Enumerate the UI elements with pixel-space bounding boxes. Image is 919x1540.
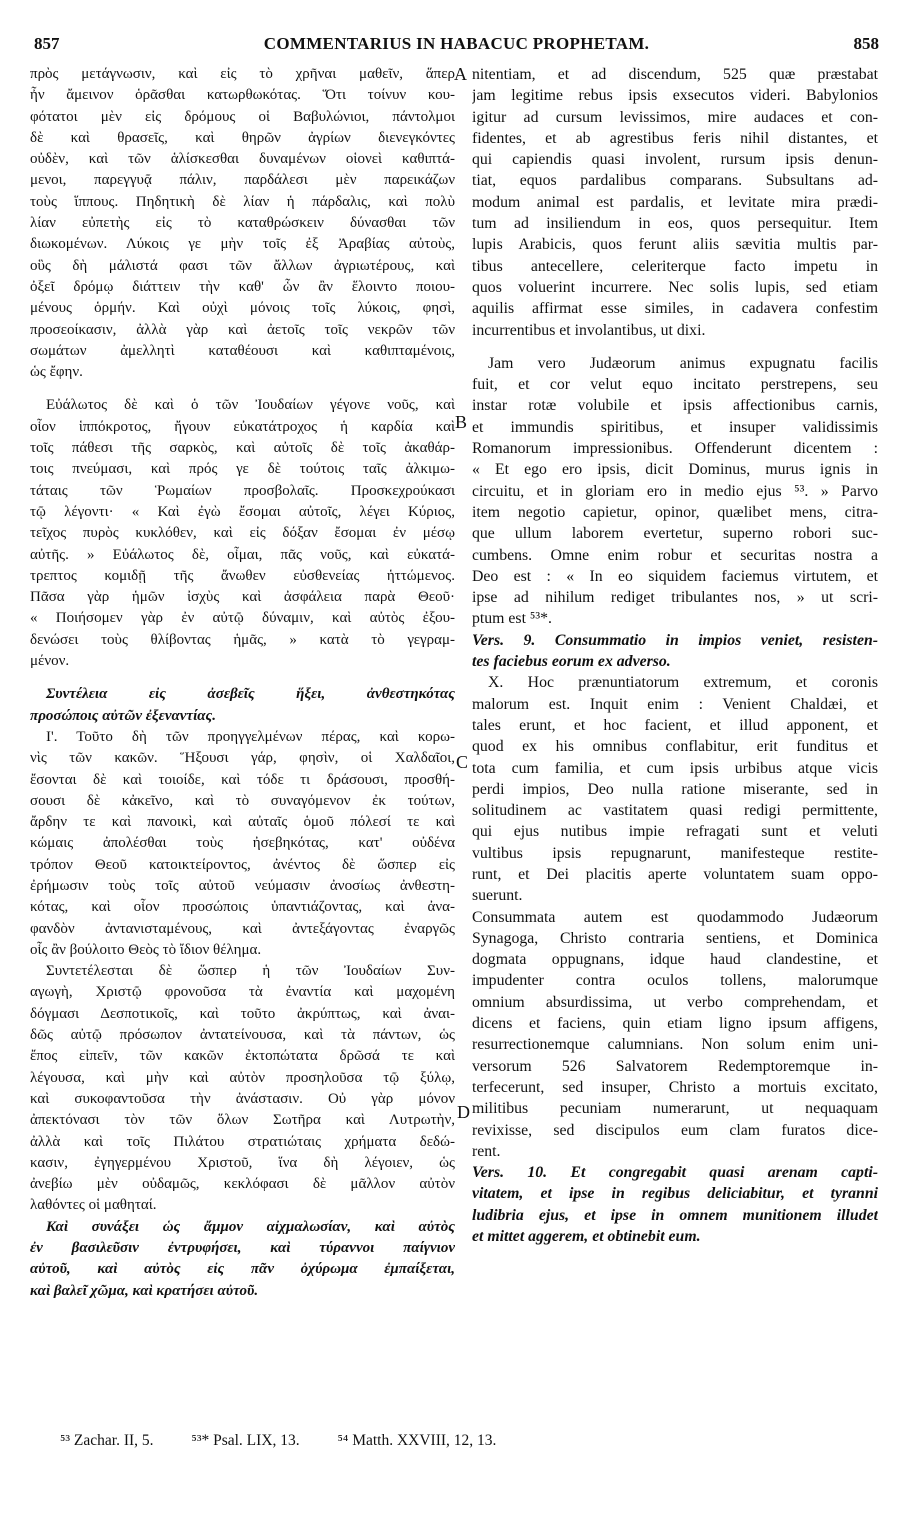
page-number-left: 857	[34, 34, 60, 53]
greek-paragraph-line: ὡς ἔφην.	[30, 364, 83, 381]
greek-paragraph-line: ἐρήμωσιν τοὺς τοῖς αὐτοῦ νεύμασιν ἀνοσίως ἀνθεστη-	[30, 877, 455, 894]
latin-paragraph-line: cumbens. Omne enim robur et securitas nostra a	[472, 546, 878, 564]
latin-paragraph-line: jam legitime rebus ipsis exsecutos videri. Babylonios	[472, 87, 878, 105]
latin-paragraph-line: malorum est. Inquit enim : Venient Chaldæi, et	[472, 695, 878, 713]
latin-lemma-line: Vers. 9. Consummatio in impios veniet, resisten-	[472, 631, 878, 649]
greek-paragraph-line: τρεπτος κομιδῇ τῆς ἄνωθεν εὐσθενείας ἡττώμενος.	[30, 567, 455, 584]
margin-letter-c: C	[456, 752, 469, 772]
latin-paragraph-line: aquilis affirmat esse similes, in cadavera confestim	[472, 300, 878, 318]
greek-paragraph-line: λέγουσα, καὶ μὴν καὶ αὐτὸν προσηλοῦσα τῷ ξύλῳ,	[30, 1069, 455, 1086]
latin-paragraph-line: nitentiam, et ad discendum, 525 quæ præstabat	[472, 66, 878, 83]
latin-paragraph-line: instar rotæ volubile et ipsis affectionibus carnis,	[472, 397, 878, 415]
greek-paragraph-line: ἀνεβίω μὲν οὐδαμῶς, κεκλόφασι δὲ μᾶλλον αὐτὸν	[30, 1176, 455, 1193]
latin-paragraph-line: runt, et Dei placitis aperte voluntatem suam oppo-	[472, 865, 878, 883]
latin-paragraph-line: Jam vero Judæorum animus expugnatu facilis	[488, 354, 878, 372]
latin-paragraph-line: tota cum familia, et cum ipsis urbibus atque vicis	[472, 759, 878, 777]
latin-paragraph-line: tibus antecellere, celeriterque facto impetu in	[472, 257, 878, 275]
latin-paragraph-line: quod ex his omnibus conflabitur, erit funditus et	[472, 738, 878, 756]
latin-paragraph-line: Synagoga, Christo contraria sentiens, et Dominica	[472, 929, 878, 947]
greek-paragraph-line: τοὺς ἵππους. Πηδητικὴ δὲ λίαν ἡ πάρδαλις, καὶ πολὺ	[30, 193, 455, 210]
greek-paragraph-line: τρόπον Θεοῦ κατοικτείροντος, ἀνέντος δὲ ὥσπερ εἰς	[30, 856, 455, 873]
paragraph-gap	[30, 383, 455, 395]
greek-paragraph-line: αγωγὴ, Χριστῷ φρονοῦσα τὰ ἐναντία καὶ μαχομένη	[30, 984, 455, 1001]
latin-paragraph-line: tales erunt, et hoc facient, et illud apponent, et	[472, 716, 878, 734]
greek-paragraph-line: οὐδὲν, καὶ τῶν ἁλίσκεσθαι δυναμένων οἱονεὶ καθιπτά-	[30, 151, 455, 168]
latin-paragraph-line: qui ejus nutibus impie refragati sunt et veluti	[472, 823, 878, 841]
greek-paragraph-line: νὶς τῶν κακῶν. Ἥξουσι γάρ, φησὶν, οἱ Χαλδαῖοι,	[30, 750, 455, 767]
greek-paragraph-line: ἔσονται δὲ καὶ τοιοίδε, καὶ τόδε τι δράσουσι, προσθή-	[30, 771, 455, 788]
latin-paragraph-line: Romanorum impressionibus. Offenderunt dicentem :	[472, 440, 878, 458]
greek-paragraph-line: οὓς δὴ μάλιστά φασι τῶν ἄλλων ἀγριωτέρους, καὶ	[30, 257, 455, 274]
greek-paragraph-line: ἀπεκτόνασι τὸν τῶν ὅλων Σωτῆρα καὶ Λυτρωτὴν,	[30, 1112, 455, 1129]
latin-paragraph-line: rent.	[472, 1142, 501, 1160]
latin-paragraph-line: terfecerunt, sed insuper, Christo a mortuis excitato,	[472, 1078, 878, 1096]
running-header	[34, 30, 879, 60]
greek-paragraph-line: καὶ συκοφαντοῦσα τὴν ἀνάστασιν. Οὐ γὰρ μόνον	[30, 1090, 455, 1107]
latin-paragraph-line: ptum est ⁵³*.	[472, 610, 553, 628]
latin-paragraph-line: vultibus ipsis repugnarunt, manifesteque restite-	[472, 844, 878, 862]
latin-paragraph-line: versorum 526 Salvatorem Redemptoremque in-	[472, 1057, 878, 1075]
latin-paragraph-line: impudenter contra oculos tollens, malorumque	[472, 972, 878, 990]
greek-paragraph-line: ὀξεῖ δρόμῳ διάττειν τὴν καθ' ὧν ἂν ἕλοιντο ποιου-	[30, 278, 455, 295]
greek-paragraph-line: οἷς ἂν βούλοιτο Θεὸς τὸ ἴδιον θέλημα.	[30, 941, 262, 958]
latin-paragraph-line: solitudinem ac vastitatem quasi redigi permittente,	[472, 802, 878, 820]
paragraph-gap	[472, 341, 878, 353]
latin-paragraph-line: fidentes, et ab agrestibus feris nihil distantes, et	[472, 129, 878, 147]
latin-paragraph-line: modum animal est pardalis, et levitate mira prædi-	[472, 193, 878, 211]
greek-paragraph-line: ἀλλὰ καὶ τοῖς Πιλάτου στρατιώταις χρήματα δεδώ-	[30, 1133, 455, 1150]
greek-lemma-line: Συντέλεια εἰς ἀσεβεῖς ἥξει, ἀνθεστηκότας	[46, 686, 455, 703]
latin-paragraph-line: Consummata autem est quodammodo Judæorum	[472, 908, 878, 926]
latin-paragraph-line: Deo est : « In eo siquidem faciemus virtutem, et	[472, 567, 878, 585]
greek-paragraph-line: ἦν ἄμεινον ὁρᾶσθαι κατωρθωκότας. Ὅτι τοίνυν κου-	[30, 87, 455, 104]
latin-paragraph-line: militibus pecuniam numerarunt, ut nequaquam	[472, 1100, 878, 1118]
latin-paragraph-line: incurrentibus et involantibus, ut dixi.	[472, 321, 706, 339]
greek-paragraph-line: κότας, καὶ οἷον προσώποις ὑπαντιάζοντας, καὶ ἀνα-	[30, 899, 455, 916]
greek-paragraph-line: τοῖς πάθεσι τῆς σαρκὸς, καὶ αὐτοῖς δὲ τοῖς ἀκαθάρ-	[30, 440, 455, 457]
greek-paragraph-line: σουσι δὲ κἀκεῖνο, καὶ τὸ συναγόμενον ἐκ τούτων,	[30, 792, 455, 809]
latin-paragraph-line: dicens et faciens, quin etiam ligno ipsum affigens,	[472, 1015, 878, 1033]
latin-lemma-line: vitatem, et ipse in regibus deliciabitur, et tyranni	[472, 1185, 878, 1203]
latin-paragraph-line: tiat, equos pardalibus comparans. Subsultans ad-	[472, 172, 878, 190]
footnote: ⁵⁴ Matth. XXVIII, 12, 13.	[337, 1432, 497, 1449]
latin-paragraph-line: igitur ad cursum levissimos, mire audaces et con-	[472, 108, 878, 126]
greek-paragraph-line: τεῖχος πυρὸς κυκλόθεν, καὶ εἰς δόξαν ἔσομαι ἐν μέσῳ	[30, 525, 455, 542]
latin-lemma-line: ludibria ejus, et ipse in omnem munitionem illudet	[472, 1206, 878, 1224]
greek-paragraph-line: δῶς αὐτῷ πρόσωπον ἀντατείνουσα, καὶ τὰ πάντων, ὡς	[30, 1027, 455, 1044]
greek-paragraph-line: τάταις τῶν Ῥωμαίων προσβολαῖς. Προσκεχρούκασι	[30, 482, 455, 499]
greek-paragraph-line: προσεοίκασιν, ἀλλὰ γὰρ καὶ ἀετοῖς τοῖς νεκρῶν τῶν	[30, 321, 455, 338]
latin-paragraph-line: resurrectionemque calumnians. Non solum enim uni-	[472, 1036, 878, 1054]
greek-lemma-line: προσώποις αὐτῶν ἐξεναντίας.	[30, 707, 216, 724]
greek-paragraph-line: ἔπος εἰπεῖν, τῶν κακῶν ἐκτοπώτατα δρῶσά τε καὶ	[30, 1048, 455, 1065]
greek-paragraph-line: δενώσει τοὺς θλίβοντας ἡμᾶς, » κατὰ τὸ γεγραμ-	[30, 631, 455, 648]
margin-letter-b: B	[455, 412, 468, 432]
running-title: COMMENTARIUS IN HABACUC PROPHETAM.	[263, 34, 650, 53]
latin-paragraph-line: item negotio capietur, opinor, quælibet mens, citra-	[472, 503, 878, 521]
greek-column	[30, 64, 455, 1302]
latin-paragraph-line: X. Hoc prænuntiatorum extremum, et coronis	[488, 674, 878, 692]
greek-paragraph-line: δὲ καὶ θρασεῖς, καὶ θηρῶν ἀγρίων διενεγκόντες	[30, 129, 455, 146]
greek-paragraph-line: ἄρδην τε καὶ πανοικὶ, καὶ αὐταῖς ὁμοῦ πόλεσί τε καὶ	[30, 814, 455, 831]
greek-lemma-line: Καὶ συνάξει ὡς ἄμμον αἰχμαλωσίαν, καὶ αὐτὸς	[46, 1218, 455, 1235]
latin-paragraph-line: quos voluerint incurrere. Nec solis lupis, sed etiam	[472, 278, 878, 296]
latin-paragraph-line: ipse ad nihilum rediget tribulantes nos, » ut scri-	[472, 589, 878, 607]
latin-paragraph-line: perdi impios, Deo nulla ratione miserante, sed in	[472, 780, 878, 798]
footnotes	[60, 1432, 530, 1450]
greek-paragraph-line: Εὐάλωτος δὲ καὶ ὁ τῶν Ἰουδαίων γέγονε νοῦς, καὶ	[46, 397, 455, 414]
greek-paragraph-line: Συντετέλεσται δὲ ὥσπερ ἡ τῶν Ἰουδαίων Συν-	[46, 963, 455, 980]
latin-paragraph-line: circuitu, et in gloriam ero in medio ejus ⁵³. » Parvo	[472, 482, 878, 500]
latin-paragraph-line: suerunt.	[472, 887, 523, 905]
latin-lemma-line: et mittet aggerem, et obtinebit eum.	[472, 1228, 701, 1246]
greek-paragraph-line: δόγμασι Δεσποτικοῖς, καὶ τοῦτο ἀκρύπτως, καὶ ἀναι-	[30, 1005, 455, 1022]
greek-lemma-line: καὶ βαλεῖ χῶμα, καὶ κρατήσει αὐτοῦ.	[30, 1282, 259, 1299]
greek-paragraph-line: κώμαις ἀπολέσθαι τοὺς ἠσεβηκότας, κατ' οὐδένα	[30, 835, 455, 852]
footnote: ⁵³* Psal. LIX, 13.	[191, 1432, 300, 1449]
greek-paragraph-line: κασιν, ἐγηγερμένου Χριστοῦ, ἵνα δὴ λέγοιεν, ὡς	[30, 1154, 455, 1171]
greek-paragraph-line: μένον.	[30, 653, 70, 670]
latin-paragraph-line: qui capiendis quasi involent, rursum ipsis denun-	[472, 151, 878, 169]
greek-lemma-line: ἐν βασιλεῦσιν ἐντρυφήσει, καὶ τύραννοι παίγνιον	[30, 1240, 455, 1257]
page-number-right: 858	[853, 34, 879, 53]
margin-letter-a: A	[454, 64, 467, 84]
latin-paragraph-line: fuit, et cor velut equo incitato perstrepens, seu	[472, 376, 878, 394]
greek-paragraph-line: λαθόντες οἱ μαθηταί.	[30, 1197, 157, 1214]
greek-lemma-line: αὐτοῦ, καὶ αὐτὸς εἰς πᾶν ὀχύρωμα ἐμπαίξεται,	[30, 1261, 455, 1278]
latin-lemma-line: Vers. 10. Et congregabit quasi arenam capti-	[472, 1164, 878, 1182]
latin-paragraph-line: et immundis spiritibus, et insuper validissimis	[472, 418, 878, 436]
greek-paragraph-line: μενοι, παρεγγυᾷ πάλιν, παρδάλεσι μὲν παρεικάζων	[30, 172, 455, 189]
latin-column	[472, 64, 878, 1247]
greek-paragraph-line: αὐτῆς. » Εὐάλωτος δὲ, οἶμαι, πᾶς νοῦς, καὶ εὐκατά-	[30, 546, 455, 563]
greek-paragraph-line: διωκομένων. Λύκοις γε μὴν τοῖς ἐξ Ἀραβίας αὐτοὺς,	[30, 236, 455, 253]
latin-paragraph-line: revixisse, sed discipulos eum clam furatos dice-	[472, 1121, 878, 1139]
latin-lemma-line: tes faciebus eorum ex adverso.	[472, 653, 671, 671]
greek-paragraph-line: « Ποιήσομεν γὰρ ἐν αὐτῷ δύναμιν, καὶ αὐτὸς ἐξου-	[30, 610, 455, 627]
latin-paragraph-line: dogmata oppugnans, idque haud clandestine, et	[472, 951, 878, 969]
greek-paragraph-line: λίαν εὐπετὴς εἰς τὸ καταθρώσκειν δύνασθαι τῶν	[30, 215, 455, 232]
paragraph-gap	[30, 672, 455, 684]
latin-paragraph-line: que ullum laborem evertetur, superno robori suc-	[472, 525, 878, 543]
greek-paragraph-line: πρὸς μετάγνωσιν, καὶ εἰς τὸ χρῆναι μαθεῖν, ἅπερ	[30, 66, 455, 82]
latin-paragraph-line: omnium absurdissima, ut verbo comprehendam, et	[472, 993, 878, 1011]
greek-paragraph-line: φότατοι μὲν εἰς δρόμους οἱ Βαβυλώνιοι, πάντολμοι	[30, 108, 455, 125]
latin-paragraph-line: « Et ego ero ipsis, dicit Dominus, murus ignis in	[472, 461, 878, 479]
greek-paragraph-line: μένους ὁρμήν. Καὶ οὐχὶ μόνοις τοῖς λύκοις, φησὶ,	[30, 300, 455, 317]
greek-paragraph-line: τῷ λέγοντι· « Καὶ ἐγὼ ἔσομαι αὐτοῖς, λέγει Κύριος,	[30, 503, 455, 520]
greek-paragraph-line: Ι'. Τοῦτο δὴ τῶν προηγγελμένων πέρας, καὶ κορω-	[46, 728, 455, 745]
margin-letter-d: D	[457, 1102, 470, 1122]
greek-paragraph-line: σωμάτων ἀμελλητὶ καταθέουσι καὶ καθιπταμένοις,	[30, 342, 455, 359]
latin-paragraph-line: lupis Arabicis, quos ferunt aliis sævitia multis par-	[472, 236, 878, 254]
greek-paragraph-line: οἷον ἱππόκροτος, ἤγουν εὐκατάτροχος ἡ καρδία καὶ	[30, 418, 455, 435]
greek-paragraph-line: Πᾶσα γὰρ ἡμῶν ἰσχὺς καὶ ἀσφάλεια παρὰ Θεοῦ·	[30, 589, 455, 606]
footnote: ⁵³ Zachar. II, 5.	[60, 1432, 154, 1449]
latin-paragraph-line: tum ad insiliendum in eos, quos persequitur. Item	[472, 215, 878, 233]
greek-paragraph-line: φανδὸν ἀντανισταμένους, καὶ ἀντεξάγοντας ἐναργῶς	[30, 920, 455, 937]
greek-paragraph-line: τοις πνεύμασι, καὶ πρός γε δὲ τούτοις ταῖς ἀλκιμω-	[30, 461, 455, 478]
